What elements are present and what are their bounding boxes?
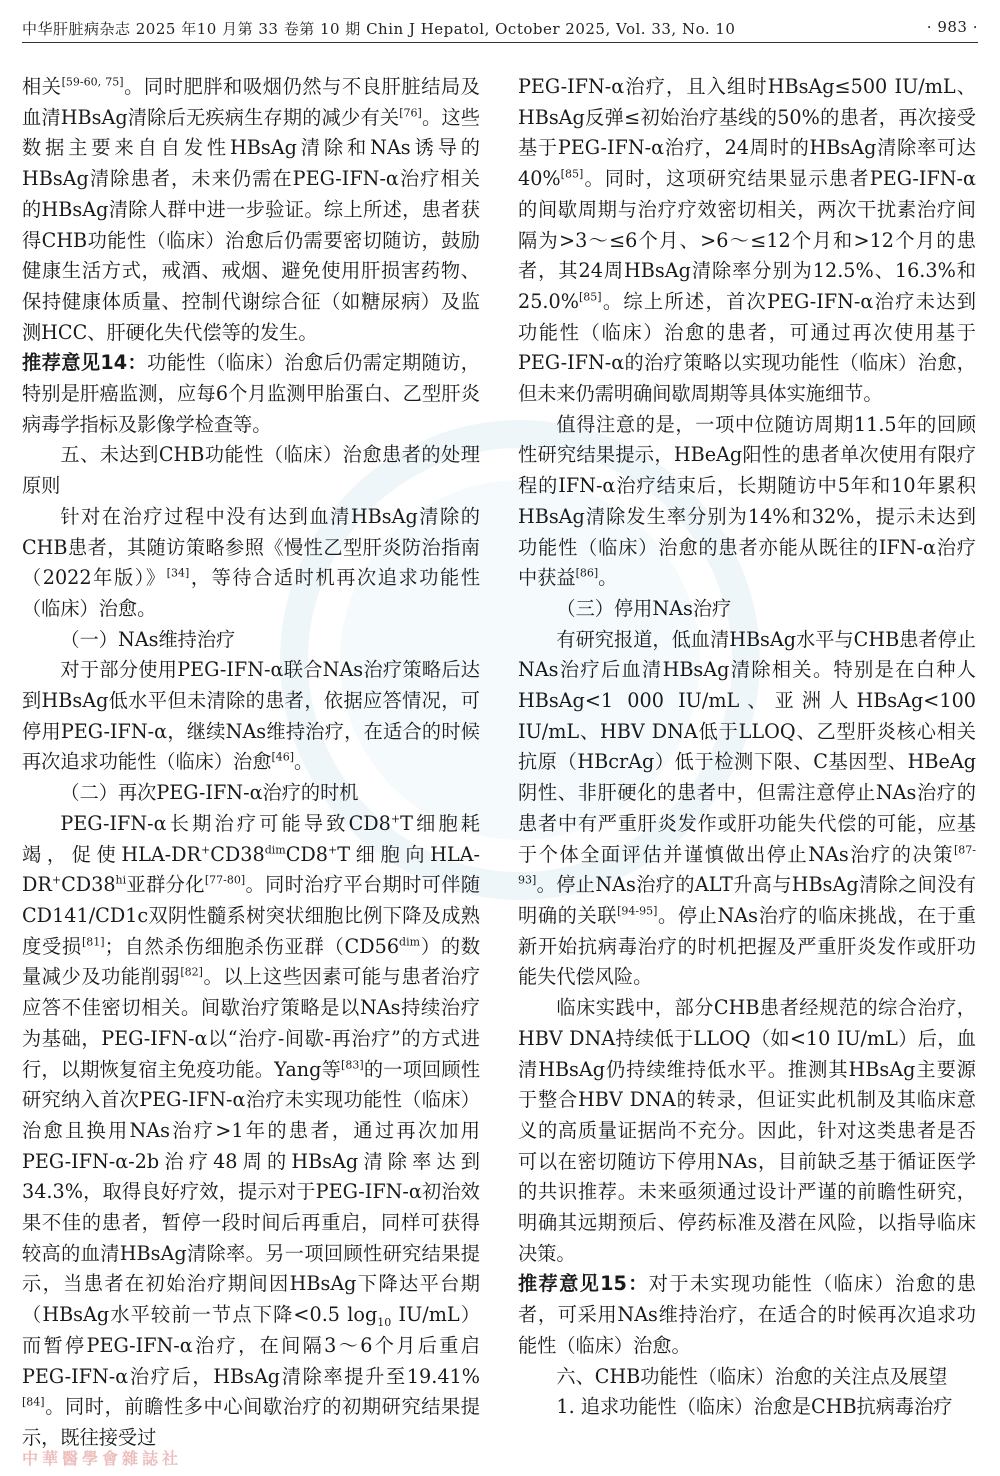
paragraph: 值得注意的是，一项中位随访周期11.5年的回顾性研究结果提示，HBeAg阳性的患者单次使用有限疗程的IFN-α治疗结束后，长期随访中5年和10年累积HBsAg清除发生率分别为14%和32%，提示未达到功能性（临床）治愈的患者亦能从既往的IFN-α治疗中获益[86]。 [518, 412, 976, 590]
paragraph: PEG-IFN-α长期治疗可能导致CD8+T细胞耗竭，促使HLA-$DR^+CD38^{dim}CD8^+T$细胞向HLA-$DR^+CD38^{hi}$亚群分化[77-80]。同时治疗平台期时可伴随CD141/CD1c双阴性髓系树突状细胞比例下降及成熟度受损[81]；自然杀伤细胞杀伤亚群$(CD56^{dim})$的数量减少及功能削弱[82]。以上这些因素可能与患者治疗应答不佳密切相关。间歇治疗策略是以NAs持续治疗为基础，PEG-IFN-α以“治疗-间歇-再治疗”的方式进行，以期恢复宿主免疫功能。Yang等[83]的一项回顾性研究纳入首次PEG-IFN-α治疗未实现功能性（临床）治愈且换用NAs治疗>1年的患者，通过再次加用PEG-IFN-α-2b治疗48周的HBsAg清除率达到34.3%，取得良好疗效，提示对于PEG-IFN-α初治效果不佳的患者，暂停一段时间后再重启，同样可获得较高的血清HBsAg清除率。另一项回顾性研究结果提示，当患者在初始治疗期间因HBsAg下降达平台期（HBsAg水平较前一节点下降<0.5 $\log_{10} IU/mL$）而暂停PEG-IFN-α治疗，在间隔3～6个月后重启PEG-IFN-α治疗后，HBsAg清除率提升至19.41%[84]。同时，前瞻性多中心间歇治疗的初期研究结果提示，既往接受过 [22, 811, 481, 1449]
subsection-heading-5-1: （一）NAs维持治疗 [60, 627, 236, 651]
paragraph: 对于部分使用PEG-IFN-α联合NAs治疗策略后达到HBsAg低水平但未清除的患者，依据应答情况，可停用PEG-IFN-α，继续NAs维持治疗，在适合的时候再次追求功能性（临床）治愈[46]。 [22, 658, 480, 774]
paragraph: 相关[59-60, 75]。同时肥胖和吸烟仍然与不良肝脏结局及血清HBsAg清除后无疾病生存期的减少有关[76]。这些数据主要来自自发性HBsAg清除和NAs诱导的HBsAg清除患者，未来仍需在PEG-IFN-α治疗相关的HBsAg清除人群中进一步验证。综上所述，患者获得CHB功能性（临床）治愈后仍需要密切随访，鼓励健康生活方式，戒酒、戒烟、避免使用肝损害药物、保持健康体质量、控制代谢综合征（如糖尿病）及监测HCC、肝硬化失代偿等的发生。 [22, 75, 480, 344]
recommendation-14: 推荐意见14：功能性（临床）治愈后仍需定期随访，特别是肝癌监测，应每6个月监测甲胎蛋白、乙型肝炎病毒学指标及影像学检查等。 [22, 351, 480, 436]
publisher-logo: 中華醫學會雜誌社 [22, 1449, 183, 1468]
right-column [518, 72, 976, 1423]
section-heading-5: 五、未达到CHB功能性（临床）治愈患者的处理原则 [22, 443, 480, 498]
paragraph: 有研究报道，低血清HBsAg水平与CHB患者停止NAs治疗后血清HBsAg清除相关。特别是在白种人HBsAg<1 000 IU/mL、亚洲人HBsAg<100 IU/mL、HBV DNA低于LLOQ、乙型肝炎核心相关抗原（HBcrAg）低于检测下限、C基因型、HBeAg阴性、非肝硬化的患者中，但需注意停止NAs治疗的患者中有严重肝炎发作或肝功能失代偿的可能，应基于个体全面评估并谨慎做出停止NAs治疗的决策[87-93]。停止NAs治疗的ALT升高与HBsAg清除之间没有明确的关联[94-95]。停止NAs治疗的临床挑战，在于重新开始抗病毒治疗的时机把握及严重肝炎发作或肝功能失代偿风险。 [518, 627, 977, 989]
subsection-heading-5-2: （二）再次PEG-IFN-α治疗的时机 [60, 781, 359, 805]
paragraph: 针对在治疗过程中没有达到血清HBsAg清除的CHB患者，其随访策略参照《慢性乙型肝炎防治指南（2022年版）》[34]，等待合适时机再次追求功能性（临床）治愈。 [22, 504, 481, 620]
journal-citation: 中华肝脏病杂志 2025 年10 月第 33 卷第 10 期 Chin J Hepatol, October 2025, Vol. 33, No. 10 [22, 20, 736, 38]
recommendation-15: 推荐意见15：对于未实现功能性（临床）治愈的患者，可采用NAs维持治疗，在适合的时候再次追求功能性（临床）治愈。 [518, 1272, 977, 1357]
paragraph: 临床实践中，部分CHB患者经规范的综合治疗，HBV DNA持续低于LLOQ（如<10 IU/mL）后，血清HBsAg仍持续维持低水平。推测其HBsAg主要源于整合HBV DNA的转录，但证实此机制及其临床意义的高质量证据尚不充分。因此，针对这类患者是否可以在密切随访下停用NAs，目前缺乏基于循证医学的共识推荐。未来亟须通过设计严谨的前瞻性研究，明确其远期预后、停药标准及潜在风险，以指导临床决策。 [518, 996, 976, 1265]
subsection-heading-6-1: 1. 追求功能性（临床）治愈是CHB抗病毒治疗 [556, 1395, 953, 1419]
subsection-heading-5-3: （三）停用NAs治疗 [556, 596, 732, 620]
page-number: · 983 · [926, 18, 978, 36]
running-header [22, 14, 978, 43]
left-column [22, 72, 480, 1454]
section-heading-6: 六、CHB功能性（临床）治愈的关注点及展望 [556, 1364, 948, 1388]
paragraph: PEG-IFN-α治疗，且入组时HBsAg≤500 IU/mL、HBsAg反弹≤初始治疗基线的50%的患者，再次接受基于PEG-IFN-α治疗，24周时的HBsAg清除率可达40%[85]。同时，这项研究结果显示患者PEG-IFN-α的间歇周期与治疗疗效密切相关，两次干扰素治疗间隔为>3～≤6个月、>6～≤12个月和>12个月的患者，其24周HBsAg清除率分别为12.5%、16.3%和25.0%[85]。综上所述，首次PEG-IFN-α治疗未达到功能性（临床）治愈的患者，可通过再次使用基于PEG-IFN-α的治疗策略以实现功能性（临床）治愈，但未来仍需明确间歇周期等具体实施细节。 [518, 75, 976, 406]
